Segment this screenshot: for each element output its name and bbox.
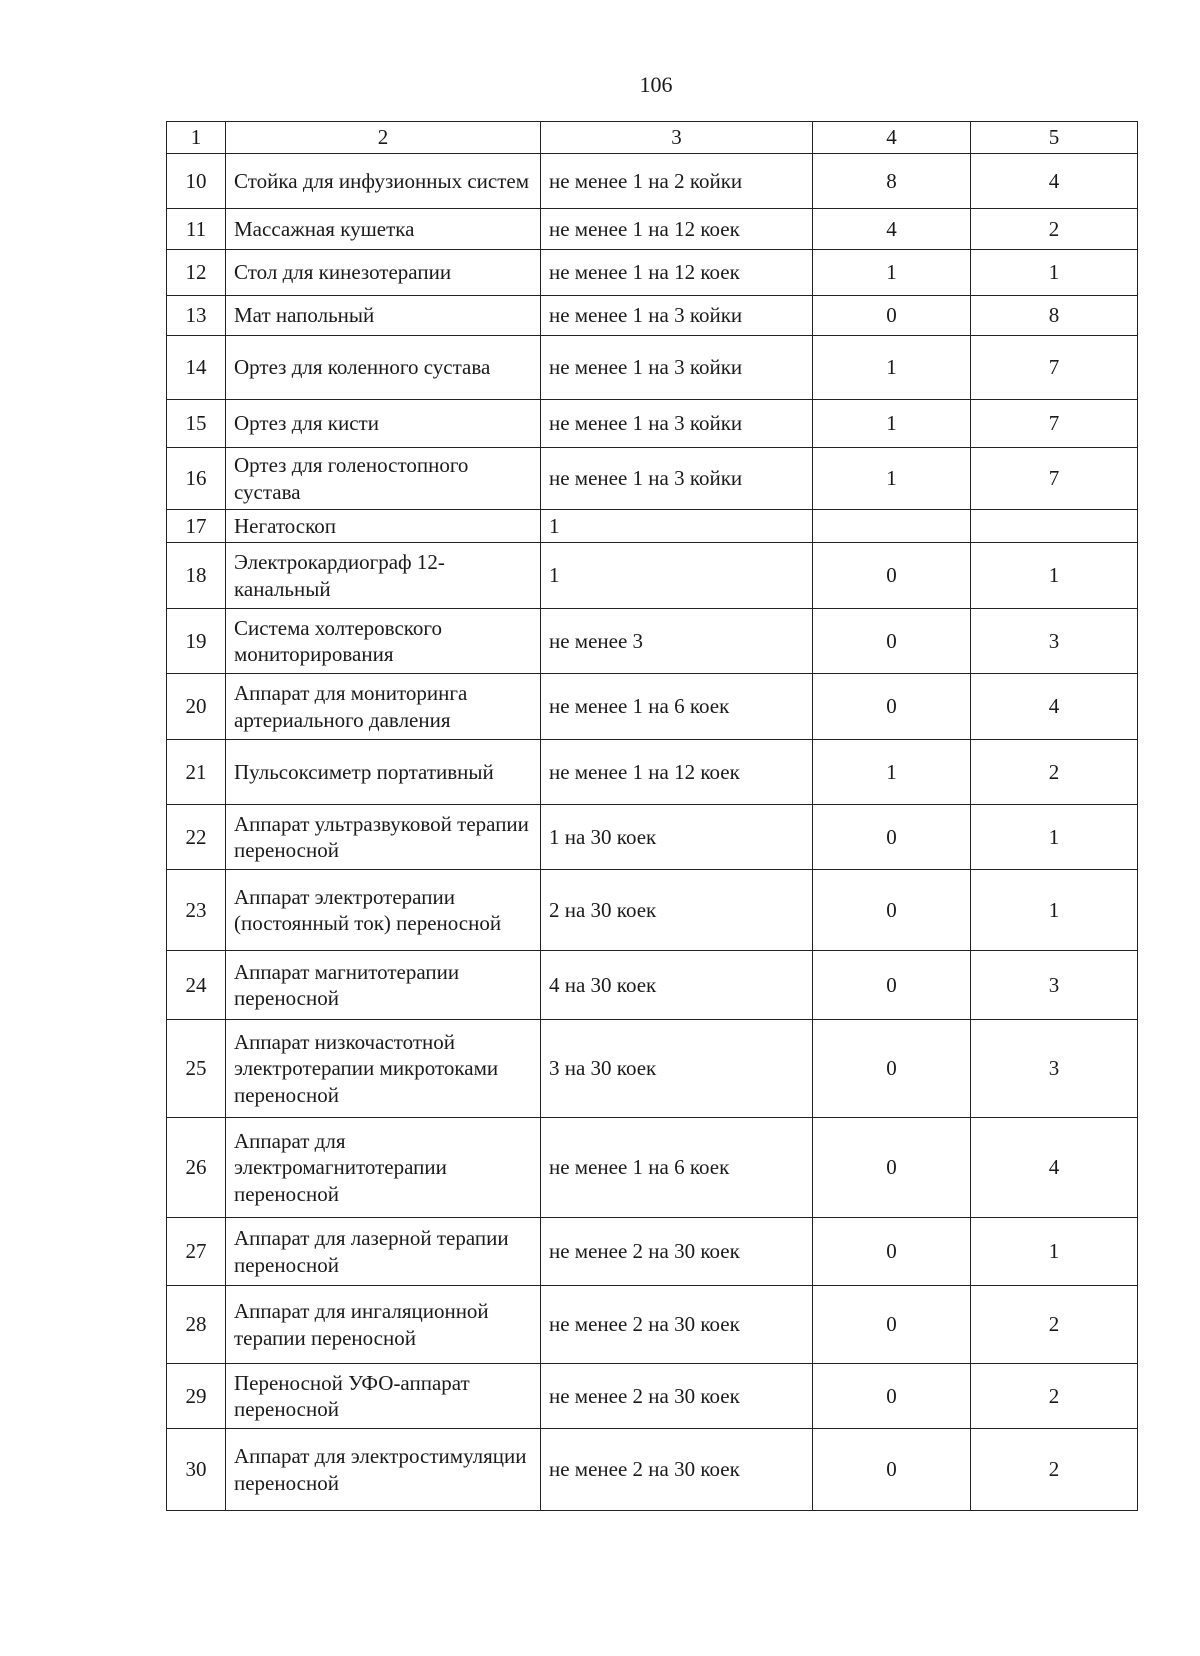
equipment-norm: не менее 1 на 3 койки [541,336,813,400]
equipment-name: Переносной УФО-аппарат переносной [226,1364,541,1429]
table-row [167,740,1138,805]
row-number: 11 [167,209,226,250]
table-row [167,1364,1138,1429]
header-col-4: 4 [813,122,971,154]
col5-value: 2 [971,740,1138,805]
equipment-name: Аппарат для электромагнитотерапии переносной [226,1118,541,1218]
col4-value: 0 [813,805,971,870]
row-number: 27 [167,1218,226,1286]
col5-value: 2 [971,1364,1138,1429]
row-number: 10 [167,154,226,209]
row-number: 15 [167,400,226,448]
col4-value: 0 [813,951,971,1020]
col4-value: 0 [813,609,971,674]
col5-value: 1 [971,805,1138,870]
table-row [167,336,1138,400]
equipment-norm: не менее 1 на 3 койки [541,400,813,448]
equipment-name: Аппарат для электростимуляции переносной [226,1429,541,1511]
row-number: 21 [167,740,226,805]
table-row [167,674,1138,740]
table-header [167,122,1138,154]
equipment-norm: не менее 1 на 12 коек [541,250,813,296]
equipment-name: Негатоскоп [226,510,541,543]
equipment-norm: не менее 2 на 30 коек [541,1364,813,1429]
row-number: 20 [167,674,226,740]
col4-value: 0 [813,296,971,336]
equipment-norm: не менее 1 на 6 коек [541,1118,813,1218]
header-col-5: 5 [971,122,1138,154]
table-row [167,870,1138,951]
equipment-name: Аппарат низкочастотной электротерапии микротоками переносной [226,1020,541,1118]
table-row [167,296,1138,336]
table-row [167,1020,1138,1118]
col4-value: 1 [813,740,971,805]
col4-value: 0 [813,1118,971,1218]
equipment-name: Система холтеровского мониторирования [226,609,541,674]
col5-value [971,510,1138,543]
equipment-name: Аппарат магнитотерапии переносной [226,951,541,1020]
col5-value: 7 [971,448,1138,510]
equipment-name: Стол для кинезотерапии [226,250,541,296]
col4-value: 1 [813,336,971,400]
equipment-norm: 3 на 30 коек [541,1020,813,1118]
equipment-name: Аппарат для ингаляционной терапии переносной [226,1286,541,1364]
row-number: 28 [167,1286,226,1364]
row-number: 12 [167,250,226,296]
equipment-name: Аппарат электротерапии (постоянный ток) переносной [226,870,541,951]
row-number: 29 [167,1364,226,1429]
col4-value: 0 [813,1429,971,1511]
col4-value: 1 [813,250,971,296]
equipment-name: Массажная кушетка [226,209,541,250]
table-row [167,543,1138,609]
col5-value: 1 [971,543,1138,609]
equipment-norm: не менее 1 на 6 коек [541,674,813,740]
row-number: 19 [167,609,226,674]
col5-value: 1 [971,250,1138,296]
table-row [167,951,1138,1020]
col5-value: 3 [971,951,1138,1020]
table-body [167,154,1138,1511]
table-row [167,805,1138,870]
equipment-norm: 1 [541,543,813,609]
col5-value: 2 [971,209,1138,250]
col4-value: 0 [813,1364,971,1429]
col4-value: 0 [813,1020,971,1118]
row-number: 18 [167,543,226,609]
col5-value: 7 [971,400,1138,448]
table-row [167,1218,1138,1286]
col4-value: 1 [813,400,971,448]
col5-value: 2 [971,1286,1138,1364]
equipment-norm: не менее 1 на 3 койки [541,296,813,336]
header-col-2: 2 [226,122,541,154]
col5-value: 4 [971,674,1138,740]
col4-value: 0 [813,543,971,609]
row-number: 24 [167,951,226,1020]
equipment-name: Аппарат ультразвуковой терапии переносной [226,805,541,870]
equipment-name: Пульсоксиметр портативный [226,740,541,805]
equipment-name: Ортез для кисти [226,400,541,448]
equipment-name: Ортез для голеностопного сустава [226,448,541,510]
table-row [167,448,1138,510]
col5-value: 7 [971,336,1138,400]
equipment-name: Стойка для инфузионных систем [226,154,541,209]
row-number: 16 [167,448,226,510]
row-number: 13 [167,296,226,336]
col5-value: 1 [971,870,1138,951]
table-row [167,1429,1138,1511]
header-col-3: 3 [541,122,813,154]
equipment-name: Аппарат для лазерной терапии переносной [226,1218,541,1286]
table-row [167,154,1138,209]
col5-value: 4 [971,1118,1138,1218]
table-row [167,250,1138,296]
equipment-name: Ортез для коленного сустава [226,336,541,400]
col4-value: 0 [813,1286,971,1364]
col4-value: 4 [813,209,971,250]
row-number: 23 [167,870,226,951]
equipment-name: Аппарат для мониторинга артериального давления [226,674,541,740]
table-row [167,209,1138,250]
row-number: 25 [167,1020,226,1118]
col4-value: 0 [813,870,971,951]
equipment-norm: 2 на 30 коек [541,870,813,951]
col5-value: 8 [971,296,1138,336]
equipment-norm: не менее 2 на 30 коек [541,1429,813,1511]
equipment-norm: не менее 1 на 2 койки [541,154,813,209]
col5-value: 4 [971,154,1138,209]
equipment-table [166,121,1138,1511]
equipment-norm: не менее 2 на 30 коек [541,1218,813,1286]
table-row [167,609,1138,674]
equipment-name: Электрокардиограф 12-канальный [226,543,541,609]
header-col-1: 1 [167,122,226,154]
page-number: 106 [639,72,673,97]
equipment-norm: 4 на 30 коек [541,951,813,1020]
col4-value: 0 [813,1218,971,1286]
col4-value [813,510,971,543]
col5-value: 2 [971,1429,1138,1511]
row-number: 17 [167,510,226,543]
col4-value: 8 [813,154,971,209]
equipment-norm: не менее 1 на 12 коек [541,740,813,805]
equipment-norm: не менее 1 на 3 койки [541,448,813,510]
table-row [167,400,1138,448]
row-number: 26 [167,1118,226,1218]
equipment-norm: 1 на 30 коек [541,805,813,870]
equipment-norm: 1 [541,510,813,543]
equipment-norm: не менее 2 на 30 коек [541,1286,813,1364]
table-row [167,1286,1138,1364]
row-number: 14 [167,336,226,400]
equipment-norm: не менее 3 [541,609,813,674]
col5-value: 1 [971,1218,1138,1286]
table-row [167,510,1138,543]
table-row [167,1118,1138,1218]
equipment-name: Мат напольный [226,296,541,336]
row-number: 30 [167,1429,226,1511]
equipment-norm: не менее 1 на 12 коек [541,209,813,250]
col4-value: 1 [813,448,971,510]
col5-value: 3 [971,609,1138,674]
row-number: 22 [167,805,226,870]
col4-value: 0 [813,674,971,740]
col5-value: 3 [971,1020,1138,1118]
header-row [167,122,1138,154]
